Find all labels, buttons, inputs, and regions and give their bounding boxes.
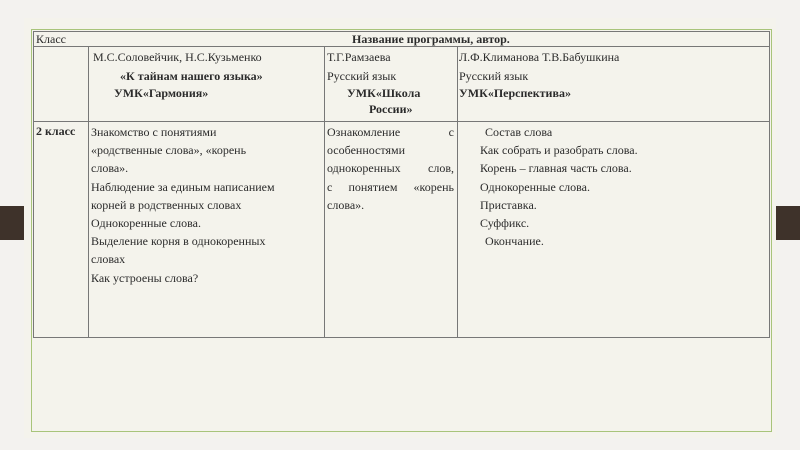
header-class-label: Класс — [36, 32, 66, 46]
col-divider-2 — [324, 46, 325, 337]
program-school-russia-authors: Т.Г.Рамзаева — [327, 50, 391, 64]
harmony-line: Однокоренные слова. — [91, 216, 201, 231]
school-russia-line: слова». — [327, 197, 365, 212]
program-harmony-title: «К тайнам нашего языка» — [120, 69, 263, 83]
program-perspective-subject: Русский язык — [459, 69, 529, 83]
perspective-content — [480, 123, 760, 250]
program-harmony-umk: УМК«Гармония» — [114, 86, 209, 100]
program-harmony-authors: М.С.Соловейчик, Н.С.Кузьменко — [93, 50, 262, 64]
school-russia-line: однокоренных слов, — [327, 161, 454, 176]
program-school-russia-umk-line2: России» — [369, 102, 413, 116]
program-school-russia-subject: Русский язык — [327, 69, 397, 83]
harmony-line: словах — [91, 252, 126, 267]
harmony-line: слова». — [91, 161, 129, 176]
perspective-line: Окончание. — [485, 234, 544, 249]
program-table — [33, 31, 770, 338]
program-school-russia-umk-line1: УМК«Школа — [347, 86, 421, 100]
program-school-russia — [327, 49, 455, 117]
left-edge-bar — [0, 206, 24, 240]
harmony-line: Как устроены слова? — [91, 270, 199, 285]
grade-label: 2 класс — [36, 124, 76, 138]
perspective-line: Однокоренные слова. — [480, 179, 590, 194]
program-perspective — [459, 49, 759, 101]
program-perspective-authors: Л.Ф.Климанова Т.В.Бабушкина — [459, 50, 620, 64]
harmony-line: «родственные слова», «корень — [91, 143, 247, 158]
harmony-line: корней в родственных словах — [91, 197, 242, 212]
harmony-line: Наблюдение за единым написанием — [91, 179, 275, 194]
program-harmony — [92, 49, 322, 101]
perspective-line: Приставка. — [480, 197, 537, 212]
col-divider-3 — [457, 46, 458, 337]
perspective-line: Как собрать и разобрать слова. — [480, 143, 638, 158]
harmony-content — [91, 123, 323, 287]
right-edge-bar — [776, 206, 800, 240]
harmony-line: Знакомство с понятиями — [91, 125, 217, 139]
header-program-title: Название программы, автор. — [352, 32, 510, 46]
program-perspective-umk: УМК«Перспектива» — [459, 86, 571, 100]
school-russia-line: с понятием «корень — [327, 179, 454, 194]
row-divider — [34, 121, 769, 122]
perspective-line: Корень – главная часть слова. — [480, 161, 632, 176]
school-russia-line: Ознакомление с — [327, 125, 454, 139]
perspective-line: Суффикс. — [480, 216, 530, 231]
harmony-line: Выделение корня в однокоренных — [91, 234, 266, 249]
school-russia-line: особенностями — [327, 143, 405, 158]
col-divider-1 — [88, 46, 89, 337]
school-russia-content — [327, 123, 454, 214]
perspective-line: Состав слова — [485, 125, 553, 139]
